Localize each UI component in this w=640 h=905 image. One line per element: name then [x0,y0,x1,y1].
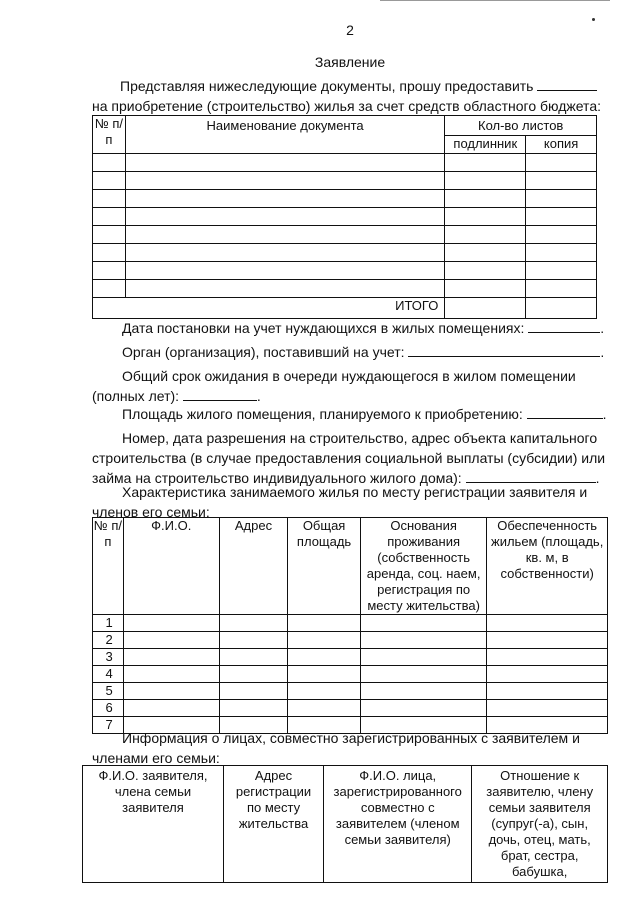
persons-col-applicant: Ф.И.О. заявителя, члена семьи заявителя [83,766,224,883]
total-row [93,298,597,319]
document-title: Заявление [314,54,386,70]
total-label: ИТОГО [93,298,445,319]
registration-date-blank[interactable] [528,318,600,333]
table-row: 5 [93,683,608,700]
field-organ: Орган (организация), поставивший на учет: . [122,344,605,360]
table-row [93,244,597,262]
table-row: 6 [93,700,608,717]
table-row [93,154,597,172]
intro-blank[interactable] [537,76,597,91]
housing-col-fio: Ф.И.О. [123,518,219,615]
housing-table [92,517,608,734]
table-row: 2 [93,632,608,649]
field-wait-period: Общий срок ожидания в очереди нуждающегося в жилом помещении (полных лет): . [92,368,576,404]
housing-heading: Характеристика занимаемого жилья по месту регистрации заявителя и членов его семьи: [92,484,588,520]
scan-speck [592,18,595,21]
organ-blank[interactable] [408,342,600,357]
housing-col-area: Общая площадь [288,518,361,615]
table-row [93,262,597,280]
area-blank[interactable] [527,404,603,419]
docs-col-name: Наименование документа [125,116,444,154]
housing-col-basis: Основания проживания (собственность аренда, соц. наем, регистрация по месту жительства) [360,518,486,615]
field-area: Площадь жилого помещения, планируемого к приобретению: . [122,406,607,422]
table-row [93,280,597,298]
intro-line-2: на приобретение (строительство) жилья за счет средств областного бюджета: [92,98,601,114]
documents-table [92,115,597,319]
docs-col-sheets: Кол-во листов [445,116,597,136]
field-registration-date: Дата постановки на учет нуждающихся в жилых помещениях: . [122,320,605,336]
persons-col-address: Адрес регистрации по месту жительства [224,766,324,883]
page-edge-line [380,0,610,1]
docs-col-copy: копия [526,136,597,154]
persons-table [82,765,608,883]
field-permit: Номер, дата разрешения на строительство, адрес объекта капитального строительства (в случае предоставления социальной выплаты (субсидии) или займа на строительство индивидуального жилого дома): . [92,430,606,486]
housing-col-address: Адрес [219,518,287,615]
table-row [93,208,597,226]
intro-paragraph [92,76,610,116]
housing-col-num: № п/п [93,518,124,615]
table-row: 4 [93,666,608,683]
table-row: 3 [93,649,608,666]
wait-period-blank[interactable] [183,386,257,401]
persons-col-person: Ф.И.О. лица, зарегистрированного совместно с заявителем (членом семьи заявителя) [324,766,472,883]
persons-heading: Информация о лицах, совместно зарегистрированных с заявителем и членами его семьи: [92,730,580,766]
docs-col-num: № п/п [93,116,126,154]
persons-col-relation: Отношение к заявителю, члену семьи заявителя (супруг(-а), сын, дочь, отец, мать, брат, сестра, бабушка, [472,766,608,883]
housing-col-provision: Обеспеченность жильем (площадь, кв. м, в собственности) [487,518,608,615]
table-row [93,190,597,208]
table-row: 7 [93,717,608,734]
table-row: 1 [93,615,608,632]
permit-blank[interactable] [466,468,596,483]
docs-col-original: подлинник [445,136,526,154]
page-number: 2 [346,22,354,38]
table-row [93,172,597,190]
intro-line-1: Представляя нижеследующие документы, прошу предоставить [120,78,534,94]
table-row [93,226,597,244]
